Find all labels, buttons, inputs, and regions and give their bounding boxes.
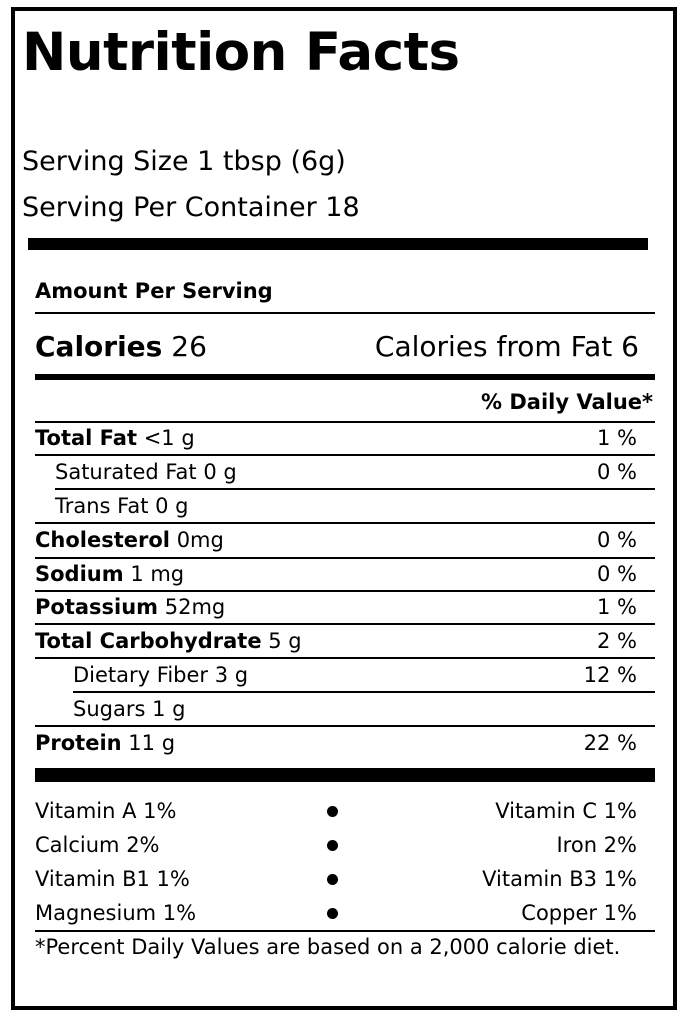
vitamin-right: Iron 2% — [556, 833, 637, 857]
nutrient-name: Saturated Fat — [55, 460, 197, 484]
calories-value: 26 — [171, 330, 207, 363]
nutrient-dv: 0 % — [597, 528, 637, 552]
nutrient-row-dietary-fiber — [73, 659, 637, 691]
vitamin-right: Vitamin B3 1% — [482, 867, 637, 891]
vitamin-row — [35, 828, 637, 862]
label-title: Nutrition Facts — [22, 22, 460, 83]
vitamin-left: Vitamin A 1% — [35, 799, 177, 823]
bullet-icon — [327, 908, 338, 919]
nutrient-dv: 1 % — [597, 426, 637, 450]
nutrient-amount: 52mg — [164, 595, 226, 619]
nutrient-amount: 11 g — [128, 731, 176, 755]
nutrient-name: Cholesterol — [35, 528, 170, 552]
nutrient-dv: 1 % — [597, 595, 637, 619]
bullet-icon — [327, 840, 338, 851]
nutrient-dv: 2 % — [597, 629, 637, 653]
nutrient-dv: 0 % — [597, 562, 637, 586]
nutrient-name: Sodium — [35, 562, 124, 586]
bullet-icon — [327, 806, 338, 817]
footnote: *Percent Daily Values are based on a 2,000 calorie diet. — [35, 935, 621, 959]
amount-per-serving: Amount Per Serving — [35, 279, 273, 303]
vitamin-right: Vitamin C 1% — [495, 799, 637, 823]
thick-divider-top — [28, 238, 648, 250]
nutrient-amount: 0mg — [176, 528, 224, 552]
medium-divider — [35, 374, 655, 380]
nutrient-name: Sugars — [73, 697, 146, 721]
nutrient-row-sodium — [35, 558, 637, 590]
divider — [35, 312, 655, 314]
nutrient-dv: 0 % — [597, 460, 637, 484]
nutrient-name: Trans Fat — [55, 494, 149, 518]
servings-per-container: Serving Per Container 18 — [22, 192, 360, 223]
nutrient-row-sugars — [73, 693, 637, 725]
thick-divider-bottom — [35, 768, 655, 782]
nutrient-name: Potassium — [35, 595, 159, 619]
nutrient-row-protein — [35, 727, 637, 759]
nutrient-row-total-fat — [35, 422, 637, 454]
nutrient-amount: 1 mg — [130, 562, 185, 586]
vitamin-left: Vitamin B1 1% — [35, 867, 190, 891]
calories-line — [35, 330, 207, 363]
vitamin-row — [35, 862, 637, 896]
nutrient-row-trans-fat — [55, 490, 637, 522]
calories-label: Calories — [35, 330, 163, 363]
vitamin-row — [35, 896, 637, 930]
nutrient-row-saturated-fat — [55, 456, 637, 488]
nutrient-amount: 5 g — [268, 629, 302, 653]
nutrient-row-potassium — [35, 591, 637, 623]
nutrient-amount: 0 g — [155, 494, 189, 518]
vitamin-right: Copper 1% — [521, 901, 637, 925]
bullet-icon — [327, 874, 338, 885]
nutrient-name: Dietary Fiber — [73, 663, 209, 687]
calories-from-fat: Calories from Fat 6 — [374, 330, 639, 363]
nutrient-amount: 1 g — [152, 697, 186, 721]
nutrient-amount: <1 g — [143, 426, 195, 450]
serving-size: Serving Size 1 tbsp (6g) — [22, 146, 346, 177]
nutrient-dv: 22 % — [583, 731, 637, 755]
nutrient-dv: 12 % — [583, 663, 637, 687]
daily-value-header: % Daily Value* — [481, 390, 653, 414]
nutrient-name: Protein — [35, 731, 122, 755]
nutrient-amount: 0 g — [203, 460, 237, 484]
vitamin-left: Calcium 2% — [35, 833, 160, 857]
nutrient-row-cholesterol — [35, 524, 637, 556]
vitamin-left: Magnesium 1% — [35, 901, 197, 925]
nutrient-name: Total Carbohydrate — [35, 629, 262, 653]
vitamin-row — [35, 794, 637, 828]
nutrient-name: Total Fat — [35, 426, 138, 450]
nutrient-row-total-carbohydrate — [35, 625, 637, 657]
nutrient-amount: 3 g — [214, 663, 249, 687]
